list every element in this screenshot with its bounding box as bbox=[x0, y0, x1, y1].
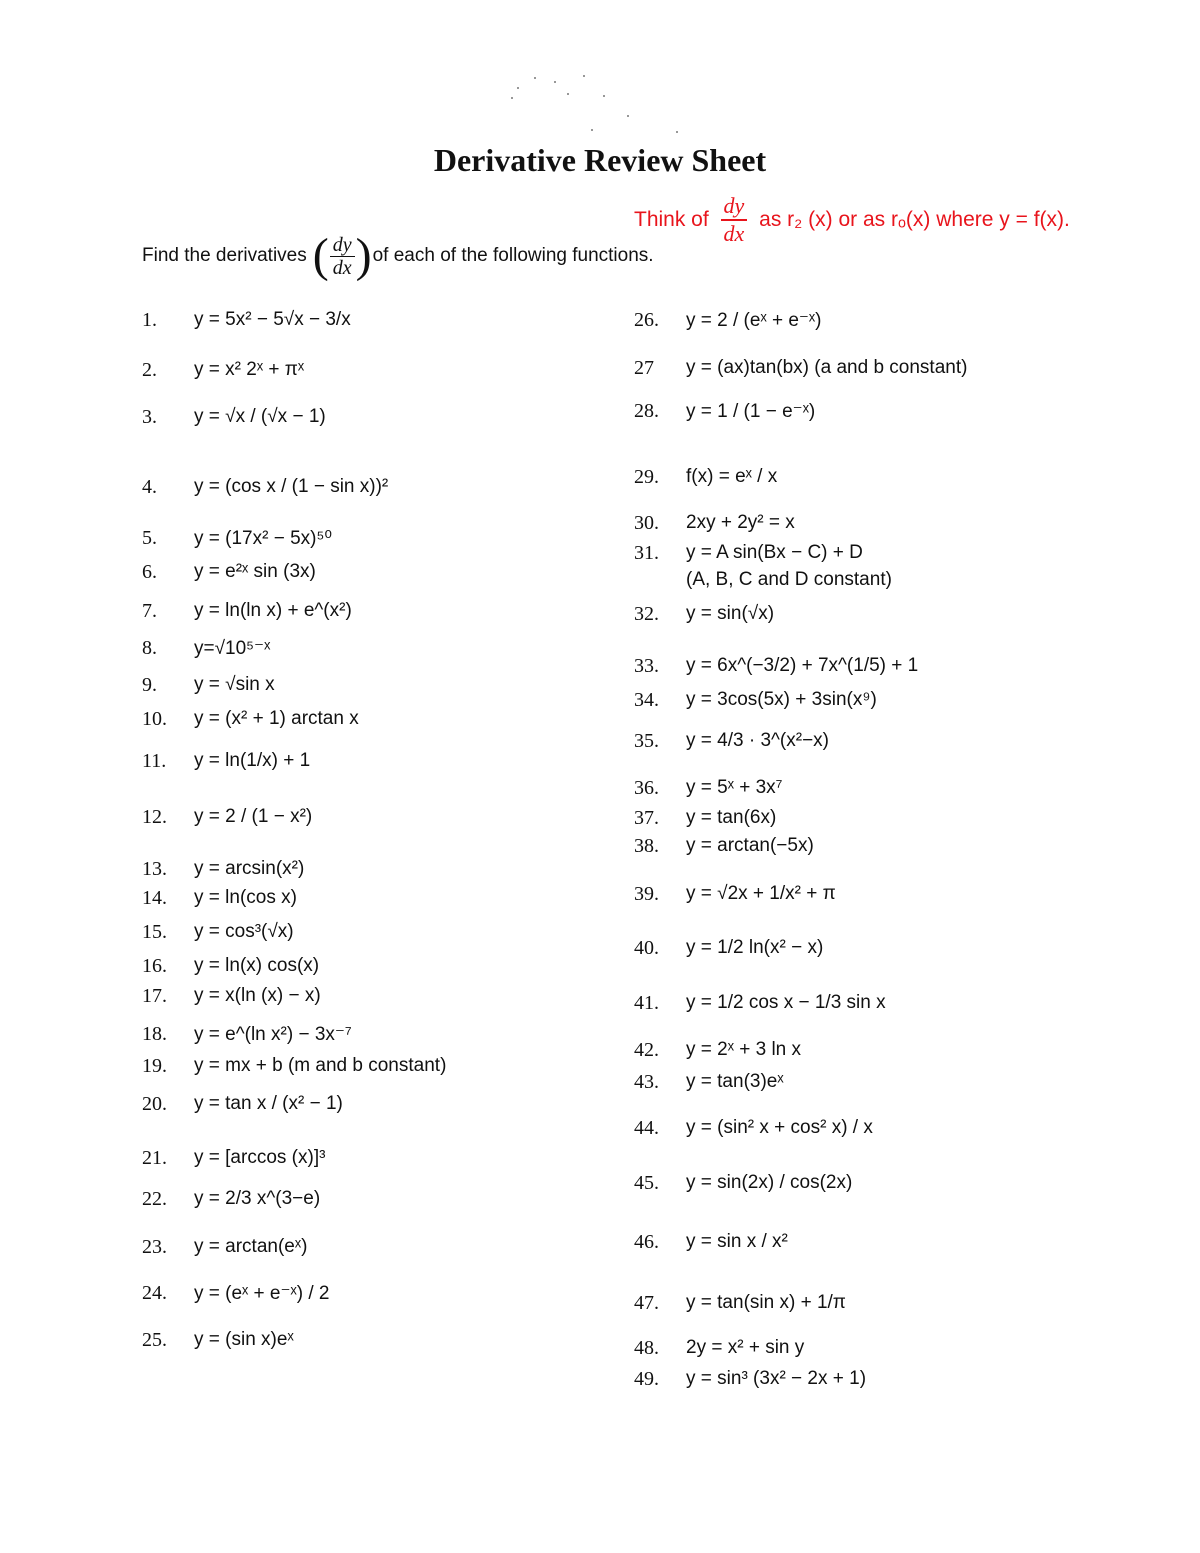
problem-expression: y = x(ln (x) − x) bbox=[194, 985, 321, 1006]
problem-item bbox=[634, 1108, 873, 1148]
problem-expression: y = tan(3)eˣ bbox=[686, 1071, 784, 1092]
problem-number: 46. bbox=[634, 1230, 659, 1253]
problem-number: 5. bbox=[142, 526, 157, 549]
problem-expression: y = tan x / (x² − 1) bbox=[194, 1093, 343, 1114]
problem-number: 16. bbox=[142, 954, 167, 977]
problem-expression: y=√10⁵⁻ˣ bbox=[194, 637, 271, 659]
problem-item bbox=[634, 1222, 788, 1262]
page-title: Derivative Review Sheet bbox=[433, 142, 767, 178]
problem-expression: y = 1/2 cos x − 1/3 sin x bbox=[686, 992, 886, 1013]
problem-expression: y = tan(sin x) + 1/π bbox=[686, 1292, 846, 1313]
problem-item bbox=[142, 699, 359, 739]
problem-item bbox=[634, 1283, 846, 1323]
problem-expression: y = 1 / (1 − e⁻ˣ) bbox=[686, 400, 816, 422]
problem-expression: y = arctan(eˣ) bbox=[194, 1236, 308, 1257]
problem-expression: y = ln(1/x) + 1 bbox=[194, 750, 311, 771]
instructions-before: Find the derivatives bbox=[142, 245, 307, 266]
right-paren: ) bbox=[355, 229, 372, 282]
problem-number: 31. bbox=[634, 541, 659, 564]
problem-item bbox=[634, 1359, 866, 1399]
problem-number: 17. bbox=[142, 984, 167, 1007]
problem-number: 42. bbox=[634, 1038, 659, 1061]
problem-expression: y = [arccos (x)]³ bbox=[194, 1147, 326, 1168]
problem-expression: y = arcsin(x²) bbox=[194, 858, 305, 879]
problem-expression: y = sin(√x) bbox=[686, 603, 775, 624]
problem-expression: f(x) = eˣ / x bbox=[686, 466, 778, 487]
problem-number: 15. bbox=[142, 920, 167, 943]
problem-expression: y = A sin(Bx − C) + D bbox=[686, 542, 863, 563]
problem-number: 8. bbox=[142, 636, 157, 659]
notation-note bbox=[634, 193, 1070, 247]
problem-item bbox=[142, 591, 352, 631]
problem-expression: y = ln(cos x) bbox=[194, 887, 297, 908]
problem-item bbox=[142, 350, 304, 390]
problem-item bbox=[142, 741, 310, 781]
problem-item bbox=[634, 721, 829, 761]
problem-expression: y = (eˣ + e⁻ˣ) / 2 bbox=[194, 1282, 330, 1304]
problem-expression: y = √x / (√x − 1) bbox=[194, 406, 326, 427]
problem-number: 39. bbox=[634, 882, 659, 905]
problem-expression: y = 1/2 ln(x² − x) bbox=[686, 937, 824, 958]
problem-number: 44. bbox=[634, 1116, 659, 1139]
problem-item bbox=[142, 1320, 294, 1360]
problem-item bbox=[634, 348, 967, 388]
problem-number: 36. bbox=[634, 776, 659, 799]
problem-number: 37. bbox=[634, 806, 659, 829]
problem-expression: y = (cos x / (1 − sin x))² bbox=[194, 476, 389, 497]
instructions-after: of each of the following functions. bbox=[372, 245, 654, 266]
problem-number: 21. bbox=[142, 1146, 167, 1169]
problem-number: 24. bbox=[142, 1281, 167, 1304]
note-prefix: Think of bbox=[634, 208, 709, 231]
problem-expression: y = (17x² − 5x)⁵⁰ bbox=[194, 527, 332, 549]
problem-number: 6. bbox=[142, 560, 157, 583]
left-paren: ( bbox=[312, 229, 329, 282]
problem-item bbox=[142, 1046, 446, 1086]
problem-number: 30. bbox=[634, 511, 659, 534]
problem-item bbox=[142, 1273, 330, 1313]
problem-expression: y = 5x² − 5√x − 3/x bbox=[194, 309, 351, 330]
problem-expression: y = (sin² x + cos² x) / x bbox=[686, 1117, 873, 1138]
problem-number: 11. bbox=[142, 749, 167, 772]
problem-item bbox=[142, 552, 316, 592]
problem-number: 47. bbox=[634, 1291, 659, 1314]
note-fraction bbox=[721, 193, 748, 247]
problem-expression: y = sin x / x² bbox=[686, 1231, 788, 1252]
instructions-fraction-denominator: dx bbox=[332, 256, 352, 279]
problem-number: 33. bbox=[634, 654, 659, 677]
problem-number: 40. bbox=[634, 936, 659, 959]
problem-number: 28. bbox=[634, 399, 659, 422]
problem-expression: y = mx + b (m and b constant) bbox=[194, 1055, 447, 1076]
problem-number: 22. bbox=[142, 1187, 167, 1210]
instructions-fraction-numerator: dy bbox=[330, 234, 355, 257]
note-suffix: as r₂ (x) or as rₒ(x) where y = f(x). bbox=[759, 208, 1070, 231]
problem-item bbox=[634, 874, 836, 914]
problem-expression: 2xy + 2y² = x bbox=[686, 512, 795, 533]
problem-expression: y = ln(x) cos(x) bbox=[194, 955, 320, 976]
note-fraction-denominator: dx bbox=[723, 221, 745, 246]
problem-number: 45. bbox=[634, 1171, 659, 1194]
problem-item bbox=[142, 1084, 343, 1124]
problem-number: 43. bbox=[634, 1070, 659, 1093]
problem-item bbox=[142, 467, 388, 507]
problem-item bbox=[634, 928, 823, 968]
problem-number: 49. bbox=[634, 1367, 659, 1390]
problem-expression: y = 2 / (eˣ + e⁻ˣ) bbox=[686, 309, 822, 331]
problem-number: 4. bbox=[142, 475, 157, 498]
problem-expression: y = √2x + 1/x² + π bbox=[686, 883, 836, 904]
problem-expression: y = 2ˣ + 3 ln x bbox=[686, 1039, 802, 1060]
problem-item bbox=[634, 1062, 784, 1102]
problem-number: 19. bbox=[142, 1054, 167, 1077]
problem-expression: y = 2/3 x^(3−e) bbox=[194, 1188, 321, 1209]
problem-item bbox=[634, 300, 822, 340]
instructions-fraction bbox=[330, 234, 355, 279]
problem-item bbox=[634, 457, 777, 497]
problem-number: 7. bbox=[142, 599, 157, 622]
problem-number: 9. bbox=[142, 673, 157, 696]
problem-expression: y = sin(2x) / cos(2x) bbox=[686, 1172, 853, 1193]
problem-number: 34. bbox=[634, 688, 659, 711]
problem-number: 32. bbox=[634, 602, 659, 625]
problem-number: 35. bbox=[634, 729, 659, 752]
problem-number: 26. bbox=[634, 308, 659, 331]
problem-item bbox=[142, 300, 351, 340]
scan-specks bbox=[500, 70, 700, 140]
problem-expression: y = 6x^(−3/2) + 7x^(1/5) + 1 bbox=[686, 655, 919, 676]
problem-expression: y = √sin x bbox=[194, 674, 275, 695]
problem-item bbox=[142, 628, 270, 668]
problem-expression: y = ln(ln x) + e^(x²) bbox=[194, 600, 352, 621]
problem-item bbox=[142, 1227, 307, 1267]
problem-expression: y = (ax)tan(bx) (a and b constant) bbox=[686, 357, 968, 378]
problem-number: 27 bbox=[634, 356, 654, 379]
problem-number: 10. bbox=[142, 707, 167, 730]
problem-expression: y = e^(ln x²) − 3x⁻⁷ bbox=[194, 1023, 352, 1045]
problem-item bbox=[634, 983, 886, 1023]
problem-expression: y = 4/3 · 3^(x²−x) bbox=[686, 730, 830, 751]
problem-expression: (A, B, C and D constant) bbox=[686, 569, 892, 590]
problem-item bbox=[634, 1163, 852, 1203]
problem-number: 29. bbox=[634, 465, 659, 488]
problem-expression: y = (x² + 1) arctan x bbox=[194, 708, 359, 729]
problem-item bbox=[634, 391, 815, 431]
note-fraction-numerator: dy bbox=[721, 193, 748, 221]
problem-number: 18. bbox=[142, 1022, 167, 1045]
problem-number: 25. bbox=[142, 1328, 167, 1351]
problem-number: 20. bbox=[142, 1092, 167, 1115]
problem-item bbox=[142, 1179, 320, 1219]
problem-expression: y = tan(6x) bbox=[686, 807, 777, 828]
problem-expression: 2y = x² + sin y bbox=[686, 1337, 805, 1358]
problem-number: 14. bbox=[142, 886, 167, 909]
problem-expression: y = e²ˣ sin (3x) bbox=[194, 561, 316, 582]
problem-expression: y = x² 2ˣ + πˣ bbox=[194, 359, 305, 380]
problem-item bbox=[142, 797, 312, 837]
problem-number: 2. bbox=[142, 358, 157, 381]
problem-item bbox=[634, 826, 814, 866]
problem-expression: y = 5ˣ + 3x⁷ bbox=[686, 777, 783, 798]
problem-expression: y = arctan(−5x) bbox=[686, 835, 814, 856]
problem-item bbox=[142, 397, 326, 437]
problem-number: 13. bbox=[142, 857, 167, 880]
problem-number: 12. bbox=[142, 805, 167, 828]
problem-expression: y = (sin x)eˣ bbox=[194, 1329, 294, 1350]
problem-number: 3. bbox=[142, 405, 157, 428]
problem-item bbox=[634, 680, 877, 720]
problem-expression: y = cos³(√x) bbox=[194, 921, 294, 942]
problem-expression: y = 2 / (1 − x²) bbox=[194, 806, 313, 827]
problem-item bbox=[634, 594, 774, 634]
instructions bbox=[142, 229, 654, 282]
problem-item bbox=[142, 976, 321, 1016]
problem-number: 48. bbox=[634, 1336, 659, 1359]
problem-number: 23. bbox=[142, 1235, 167, 1258]
problem-number: 41. bbox=[634, 991, 659, 1014]
problem-expression: y = 3cos(5x) + 3sin(x⁹) bbox=[686, 689, 877, 710]
problem-number: 38. bbox=[634, 834, 659, 857]
problem-number: 1. bbox=[142, 308, 157, 331]
problem-expression: y = sin³ (3x² − 2x + 1) bbox=[686, 1368, 867, 1389]
problem-item bbox=[142, 1138, 325, 1178]
